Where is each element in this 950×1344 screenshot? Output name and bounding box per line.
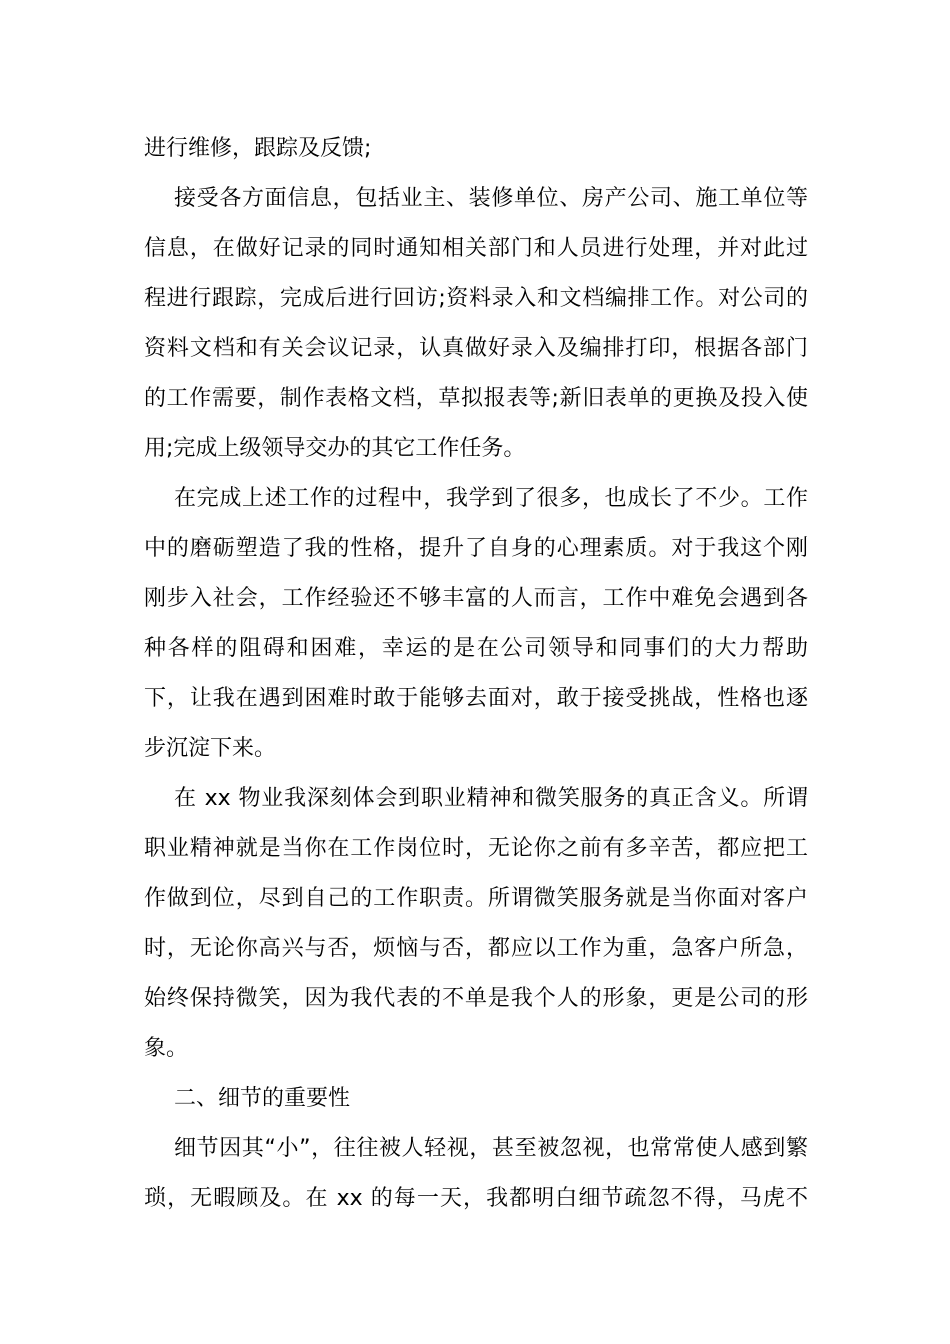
text-line: 用;完成上级领导交办的其它工作任务。: [144, 436, 526, 461]
text-line: 进行维修，跟踪及反馈;: [144, 136, 372, 161]
text-line: 细节因其“小”，往往被人轻视，甚至被忽视，也常常使人感到繁: [174, 1136, 808, 1161]
text-line: 在完成上述工作的过程中，我学到了很多，也成长了不少。工作: [174, 486, 808, 511]
text-line: 琐，无暇顾及。在 xx 的每一天，我都明白细节疏忽不得，马虎不: [144, 1186, 808, 1211]
section-heading: 二、细节的重要性: [174, 1086, 351, 1111]
text-line: 中的磨砺塑造了我的性格，提升了自身的心理素质。对于我这个刚: [144, 536, 808, 561]
text-line: 的工作需要，制作表格文档，草拟报表等;新旧表单的更换及投入使: [144, 386, 808, 411]
text-line: 信息，在做好记录的同时通知相关部门和人员进行处理，并对此过: [144, 236, 808, 261]
text-line: 作做到位，尽到自己的工作职责。所谓微笑服务就是当你面对客户: [144, 886, 808, 911]
text-line: 程进行跟踪，完成后进行回访;资料录入和文档编排工作。对公司的: [144, 286, 808, 311]
text-line: 种各样的阻碍和困难，幸运的是在公司领导和同事们的大力帮助: [144, 636, 808, 661]
text-line: 职业精神就是当你在工作岗位时，无论你之前有多辛苦，都应把工: [144, 836, 808, 861]
text-line: 刚步入社会，工作经验还不够丰富的人而言，工作中难免会遇到各: [144, 586, 808, 611]
text-line: 资料文档和有关会议记录，认真做好录入及编排打印，根据各部门: [144, 336, 808, 361]
text-line: 在 xx 物业我深刻体会到职业精神和微笑服务的真正含义。所谓: [174, 786, 808, 811]
text-line: 始终保持微笑，因为我代表的不单是我个人的形象，更是公司的形: [144, 986, 808, 1011]
text-line: 下，让我在遇到困难时敢于能够去面对，敢于接受挑战，性格也逐: [144, 686, 808, 711]
text-line: 象。: [144, 1036, 189, 1061]
text-line: 步沉淀下来。: [144, 736, 277, 761]
text-line: 接受各方面信息，包括业主、装修单位、房产公司、施工单位等: [174, 186, 808, 211]
text-line: 时，无论你高兴与否，烦恼与否，都应以工作为重，急客户所急，: [144, 936, 808, 961]
